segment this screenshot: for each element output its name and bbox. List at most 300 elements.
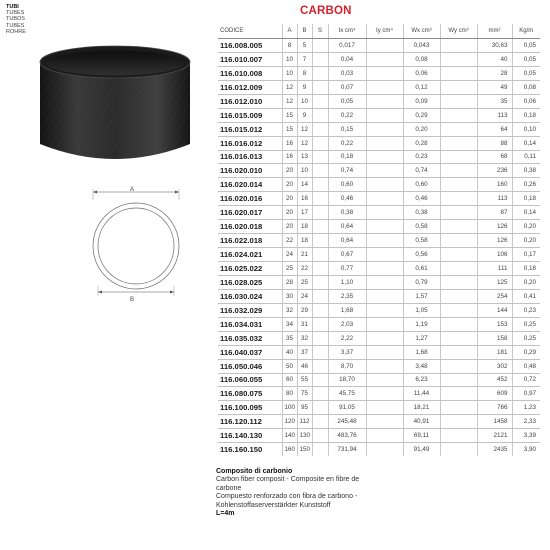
cell-b: 21 <box>297 248 312 262</box>
cell-weight: 0,48 <box>512 359 540 373</box>
cell-s <box>312 39 328 53</box>
cell-weight: 0,18 <box>512 192 540 206</box>
cell-iy <box>366 303 403 317</box>
cell-wy <box>440 52 477 66</box>
cell-b: 24 <box>297 289 312 303</box>
cell-iy <box>366 52 403 66</box>
header-s: S <box>312 24 328 39</box>
cell-area: 609 <box>477 387 512 401</box>
cell-area: 35 <box>477 94 512 108</box>
table-row <box>218 192 540 206</box>
cell-a: 100 <box>282 401 297 415</box>
cell-a: 15 <box>282 122 297 136</box>
cell-ix: 1,10 <box>328 275 366 289</box>
cell-ix: 0,017 <box>328 39 366 53</box>
cell-iy <box>366 429 403 443</box>
cell-wy <box>440 415 477 429</box>
cell-iy <box>366 289 403 303</box>
cell-s <box>312 345 328 359</box>
cell-a: 22 <box>282 234 297 248</box>
header-iy: Iy cm⁴ <box>366 24 403 39</box>
cell-code: 116.020.016 <box>218 192 282 206</box>
table-row <box>218 248 540 262</box>
cell-a: 8 <box>282 39 297 53</box>
cell-weight: 2,33 <box>512 415 540 429</box>
cell-code: 116.160.150 <box>220 445 263 455</box>
cell-s <box>312 108 328 122</box>
cell-weight: 0,17 <box>512 248 540 262</box>
cell-wx: 0,12 <box>403 80 440 94</box>
length-note: L=4m <box>216 510 235 518</box>
cell-ix: 0,15 <box>328 122 366 136</box>
cell-wx: 0,61 <box>403 262 440 276</box>
cell-b: 29 <box>297 303 312 317</box>
cell-area: 64 <box>477 122 512 136</box>
cell-wy <box>440 80 477 94</box>
cell-a: 10 <box>282 66 297 80</box>
cell-weight: 0,05 <box>512 39 540 53</box>
cell-area: 125 <box>477 275 512 289</box>
table-row <box>218 234 540 248</box>
cell-iy <box>366 415 403 429</box>
cell-wy <box>440 359 477 373</box>
cell-code: 116.035.032 <box>218 331 282 345</box>
cell-a: 20 <box>282 192 297 206</box>
cell-weight: 0,41 <box>512 289 540 303</box>
cell-weight: 0,26 <box>512 178 540 192</box>
description-line: Compuesto renforzado con fibra de carbono - Kohlenstoffaserverstärkter Kunststoff <box>216 493 358 509</box>
cell-b: 31 <box>297 317 312 331</box>
cell-wy <box>440 164 477 178</box>
cell-weight: 0,97 <box>512 387 540 401</box>
cell-iy <box>366 401 403 415</box>
cell-wy <box>440 178 477 192</box>
cell-wy <box>440 206 477 220</box>
table-row <box>218 122 540 136</box>
catalog-category <box>6 4 26 35</box>
cell-area: 30,63 <box>477 39 512 53</box>
cell-ix: 0,77 <box>328 262 366 276</box>
cell-wx: 1,57 <box>403 289 440 303</box>
cell-wy <box>440 66 477 80</box>
cell-s <box>312 429 328 443</box>
cell-a: 60 <box>282 373 297 387</box>
cell-area: 68 <box>477 150 512 164</box>
cell-code: 116.100.095 <box>218 401 282 415</box>
table-row <box>218 443 540 456</box>
cell-b: 112 <box>297 415 312 429</box>
cell-b: 10 <box>297 94 312 108</box>
cell-iy <box>366 122 403 136</box>
cell-code: 116.012.009 <box>218 80 282 94</box>
cell-a: 20 <box>282 178 297 192</box>
cell-wy <box>440 345 477 359</box>
cell-iy <box>366 275 403 289</box>
cell-weight: 0,23 <box>512 303 540 317</box>
cell-a: 10 <box>282 52 297 66</box>
cell-wy <box>440 192 477 206</box>
description-line: Carbon fiber composit - Composite en fibre de carbone <box>216 476 360 492</box>
cell-ix: 2,22 <box>328 331 366 345</box>
cell-code: 116.032.029 <box>218 303 282 317</box>
cell-b: 12 <box>297 122 312 136</box>
cell-wy <box>440 136 477 150</box>
cell-code: 116.015.009 <box>218 108 282 122</box>
header-a: A <box>282 24 297 39</box>
cell-ix: 0,07 <box>328 80 366 94</box>
cell-code: 116.120.112 <box>218 415 282 429</box>
cell-a: 80 <box>282 387 297 401</box>
cell-wx: 91,49 <box>403 443 440 456</box>
cell-a: 20 <box>282 164 297 178</box>
cell-wx: 0,46 <box>403 192 440 206</box>
cell-a: 20 <box>282 206 297 220</box>
table-row <box>218 220 540 234</box>
cell-ix: 0,22 <box>328 136 366 150</box>
cell-ix: 0,38 <box>328 206 366 220</box>
cell-ix: 0,60 <box>328 178 366 192</box>
cell-ix: 0,04 <box>328 52 366 66</box>
category-title: TUBI <box>6 4 19 10</box>
cell-wx: 0,38 <box>403 206 440 220</box>
cell-wx: 0,58 <box>403 220 440 234</box>
cell-s <box>312 94 328 108</box>
cell-code: 116.016.013 <box>218 150 282 164</box>
cell-code: 116.030.024 <box>218 289 282 303</box>
cell-a: 35 <box>282 331 297 345</box>
cell-ix: 0,03 <box>328 66 366 80</box>
cell-weight: 0,10 <box>512 122 540 136</box>
cell-wy <box>440 317 477 331</box>
cell-ix: 2,35 <box>328 289 366 303</box>
cell-ix: 8,70 <box>328 359 366 373</box>
cell-s <box>312 136 328 150</box>
table-row <box>218 429 540 443</box>
table-row <box>218 206 540 220</box>
cell-b: 10 <box>297 164 312 178</box>
cell-iy <box>366 108 403 122</box>
cell-b: 9 <box>297 108 312 122</box>
table-row <box>218 387 540 401</box>
tube-spec-table <box>218 24 540 456</box>
header-weight: Kg/m <box>512 24 540 39</box>
cell-ix: 3,37 <box>328 345 366 359</box>
cell-ix: 0,05 <box>328 94 366 108</box>
cell-b: 16 <box>297 192 312 206</box>
cell-weight: 0,25 <box>512 317 540 331</box>
header-area: mm² <box>477 24 512 39</box>
table-row <box>218 289 540 303</box>
cell-wx: 6,23 <box>403 373 440 387</box>
cell-code: 116.034.031 <box>218 317 282 331</box>
tube-cross-section-drawing <box>86 186 186 304</box>
cell-wx: 0,043 <box>403 39 440 53</box>
cell-wx: 0,28 <box>403 136 440 150</box>
cell-weight: 0,14 <box>512 136 540 150</box>
cell-wx: 0,08 <box>403 52 440 66</box>
cell-area: 302 <box>477 359 512 373</box>
table-row <box>218 52 540 66</box>
cell-b: 14 <box>297 178 312 192</box>
carbon-tube-image <box>36 40 194 170</box>
cell-iy <box>366 317 403 331</box>
cell-a: 50 <box>282 359 297 373</box>
cell-b: 17 <box>297 206 312 220</box>
table-row <box>218 303 540 317</box>
cell-b: 55 <box>297 373 312 387</box>
cell-b: 18 <box>297 220 312 234</box>
cell-s <box>312 262 328 276</box>
cell-s <box>312 317 328 331</box>
material-title: CARBON <box>300 5 352 17</box>
table-row <box>218 39 540 53</box>
cell-s <box>312 387 328 401</box>
table-row <box>218 108 540 122</box>
cell-b: 130 <box>297 429 312 443</box>
cell-iy <box>366 345 403 359</box>
cell-iy <box>366 248 403 262</box>
header-ix: Ix cm⁴ <box>328 24 366 39</box>
table-row <box>218 262 540 276</box>
cell-wy <box>440 94 477 108</box>
cell-iy <box>366 39 403 53</box>
cell-code: 116.080.075 <box>218 387 282 401</box>
cell-wy <box>440 39 477 53</box>
cell-weight: 0,29 <box>512 345 540 359</box>
category-translation: TUBES <box>6 22 25 29</box>
cell-wx: 0,60 <box>403 178 440 192</box>
cell-b: 18 <box>297 234 312 248</box>
table-row <box>218 94 540 108</box>
cell-b: 13 <box>297 150 312 164</box>
cell-s <box>312 122 328 136</box>
cell-s <box>312 289 328 303</box>
cell-b: 150 <box>297 443 312 456</box>
cell-b: 5 <box>297 39 312 53</box>
cell-s <box>312 52 328 66</box>
cell-wy <box>440 275 477 289</box>
cell-wy <box>440 220 477 234</box>
cell-iy <box>366 66 403 80</box>
cell-b: 37 <box>297 345 312 359</box>
cell-iy <box>366 373 403 387</box>
cell-a: 25 <box>282 262 297 276</box>
cell-iy <box>366 206 403 220</box>
cell-weight: 0,20 <box>512 275 540 289</box>
table-row <box>218 317 540 331</box>
cell-b: 7 <box>297 52 312 66</box>
cell-a: 30 <box>282 289 297 303</box>
table-row <box>218 359 540 373</box>
cell-area: 160 <box>477 178 512 192</box>
category-translation: TUBOS <box>6 16 25 23</box>
cell-a: 16 <box>282 150 297 164</box>
cell-wy <box>440 150 477 164</box>
cell-area: 40 <box>477 52 512 66</box>
cell-b: 95 <box>297 401 312 415</box>
cell-iy <box>366 443 403 456</box>
cell-wx: 40,91 <box>403 415 440 429</box>
cell-iy <box>366 331 403 345</box>
cell-area: 153 <box>477 317 512 331</box>
cell-iy <box>366 80 403 94</box>
cell-area: 181 <box>477 345 512 359</box>
cell-ix: 18,70 <box>328 373 366 387</box>
cell-wy <box>440 122 477 136</box>
cell-weight: 0,25 <box>512 331 540 345</box>
cell-s <box>312 275 328 289</box>
table-row <box>218 178 540 192</box>
cell-wy <box>440 373 477 387</box>
cell-code: 116.010.008 <box>218 66 282 80</box>
cell-b: 25 <box>297 275 312 289</box>
cell-weight: 3,90 <box>512 443 540 456</box>
cell-b: 46 <box>297 359 312 373</box>
cell-area: 87 <box>477 206 512 220</box>
cell-s <box>312 443 328 456</box>
cell-iy <box>366 178 403 192</box>
cell-code: 116.050.046 <box>218 359 282 373</box>
cell-iy <box>366 94 403 108</box>
cell-b: 22 <box>297 262 312 276</box>
table-row <box>218 373 540 387</box>
cell-b: 32 <box>297 331 312 345</box>
cell-wy <box>440 108 477 122</box>
cell-iy <box>366 262 403 276</box>
cell-weight: 0,38 <box>512 164 540 178</box>
table-row <box>218 415 540 429</box>
cell-wy <box>440 443 477 456</box>
cell-wy <box>440 387 477 401</box>
cell-wy <box>440 331 477 345</box>
dimension-label-b: B <box>130 297 135 303</box>
cell-weight: 0,05 <box>512 66 540 80</box>
cell-a: 34 <box>282 317 297 331</box>
cell-code: 116.020.010 <box>218 164 282 178</box>
cell-s <box>312 248 328 262</box>
cell-weight: 3,39 <box>512 429 540 443</box>
cell-iy <box>366 359 403 373</box>
cell-b: 8 <box>297 66 312 80</box>
cell-a: 160 <box>282 443 297 456</box>
cell-a: 20 <box>282 220 297 234</box>
cell-ix: 245,48 <box>328 415 366 429</box>
cell-area: 2435 <box>477 443 512 456</box>
cell-area: 2121 <box>477 429 512 443</box>
cell-code: 116.015.012 <box>218 122 282 136</box>
cell-wy <box>440 429 477 443</box>
cell-weight: 0,06 <box>512 94 540 108</box>
cell-code: 116.020.017 <box>218 206 282 220</box>
cell-wx: 1,27 <box>403 331 440 345</box>
cell-wx: 0,09 <box>403 94 440 108</box>
cell-wx: 0,74 <box>403 164 440 178</box>
cell-weight: 0,18 <box>512 108 540 122</box>
cell-s <box>312 415 328 429</box>
cell-a: 24 <box>282 248 297 262</box>
cell-ix: 0,18 <box>328 150 366 164</box>
cell-code: 116.028.025 <box>218 275 282 289</box>
cell-s <box>312 401 328 415</box>
cell-code: 116.008.005 <box>218 39 282 53</box>
cell-iy <box>366 192 403 206</box>
cell-s <box>312 234 328 248</box>
table-row <box>218 80 540 94</box>
table-row <box>218 401 540 415</box>
cell-area: 766 <box>477 401 512 415</box>
cell-wx: 0,23 <box>403 150 440 164</box>
dimension-label-a: A <box>130 187 135 193</box>
table-row <box>218 150 540 164</box>
header-code: CODICE <box>218 24 282 39</box>
cell-code: 116.010.007 <box>218 52 282 66</box>
cell-weight: 0,20 <box>512 234 540 248</box>
cell-s <box>312 164 328 178</box>
cell-area: 88 <box>477 136 512 150</box>
cell-wx: 0,79 <box>403 275 440 289</box>
cell-ix: 0,22 <box>328 108 366 122</box>
cell-a: 12 <box>282 80 297 94</box>
cell-weight: 1,23 <box>512 401 540 415</box>
cell-b: 9 <box>297 80 312 94</box>
cell-wy <box>440 248 477 262</box>
cell-wx: 0,29 <box>403 108 440 122</box>
header-wx: Wx cm³ <box>403 24 440 39</box>
table-row <box>218 164 540 178</box>
cell-code: 116.012.010 <box>218 94 282 108</box>
cell-a: 12 <box>282 94 297 108</box>
cell-area: 452 <box>477 373 512 387</box>
cell-iy <box>366 387 403 401</box>
cell-s <box>312 80 328 94</box>
cell-area: 113 <box>477 108 512 122</box>
table-row <box>218 345 540 359</box>
cell-a: 32 <box>282 303 297 317</box>
cell-s <box>312 331 328 345</box>
cell-s <box>312 150 328 164</box>
cell-area: 158 <box>477 331 512 345</box>
cell-ix: 0,67 <box>328 248 366 262</box>
cell-wx: 11,44 <box>403 387 440 401</box>
cell-wx: 69,11 <box>403 429 440 443</box>
cell-wx: 0,20 <box>403 122 440 136</box>
cell-b: 75 <box>297 387 312 401</box>
cell-s <box>312 192 328 206</box>
category-translation: ROHRE <box>6 28 26 35</box>
cell-wy <box>440 401 477 415</box>
cell-wx: 18,21 <box>403 401 440 415</box>
cell-wy <box>440 234 477 248</box>
cell-wy <box>440 303 477 317</box>
cell-area: 1458 <box>477 415 512 429</box>
cell-a: 40 <box>282 345 297 359</box>
cell-code: 116.060.055 <box>218 373 282 387</box>
cell-b: 12 <box>297 136 312 150</box>
cell-weight: 0,05 <box>512 52 540 66</box>
cell-area: 236 <box>477 164 512 178</box>
cell-wx: 1,05 <box>403 303 440 317</box>
cell-code: 116.016.012 <box>218 136 282 150</box>
cell-code: 116.020.014 <box>218 178 282 192</box>
material-description <box>216 468 376 518</box>
cell-ix: 0,74 <box>328 164 366 178</box>
cell-ix: 45,75 <box>328 387 366 401</box>
cell-wx: 3,48 <box>403 359 440 373</box>
cell-wx: 0,56 <box>403 248 440 262</box>
cell-ix: 91,05 <box>328 401 366 415</box>
cell-ix: 0,46 <box>328 192 366 206</box>
cell-s <box>312 220 328 234</box>
